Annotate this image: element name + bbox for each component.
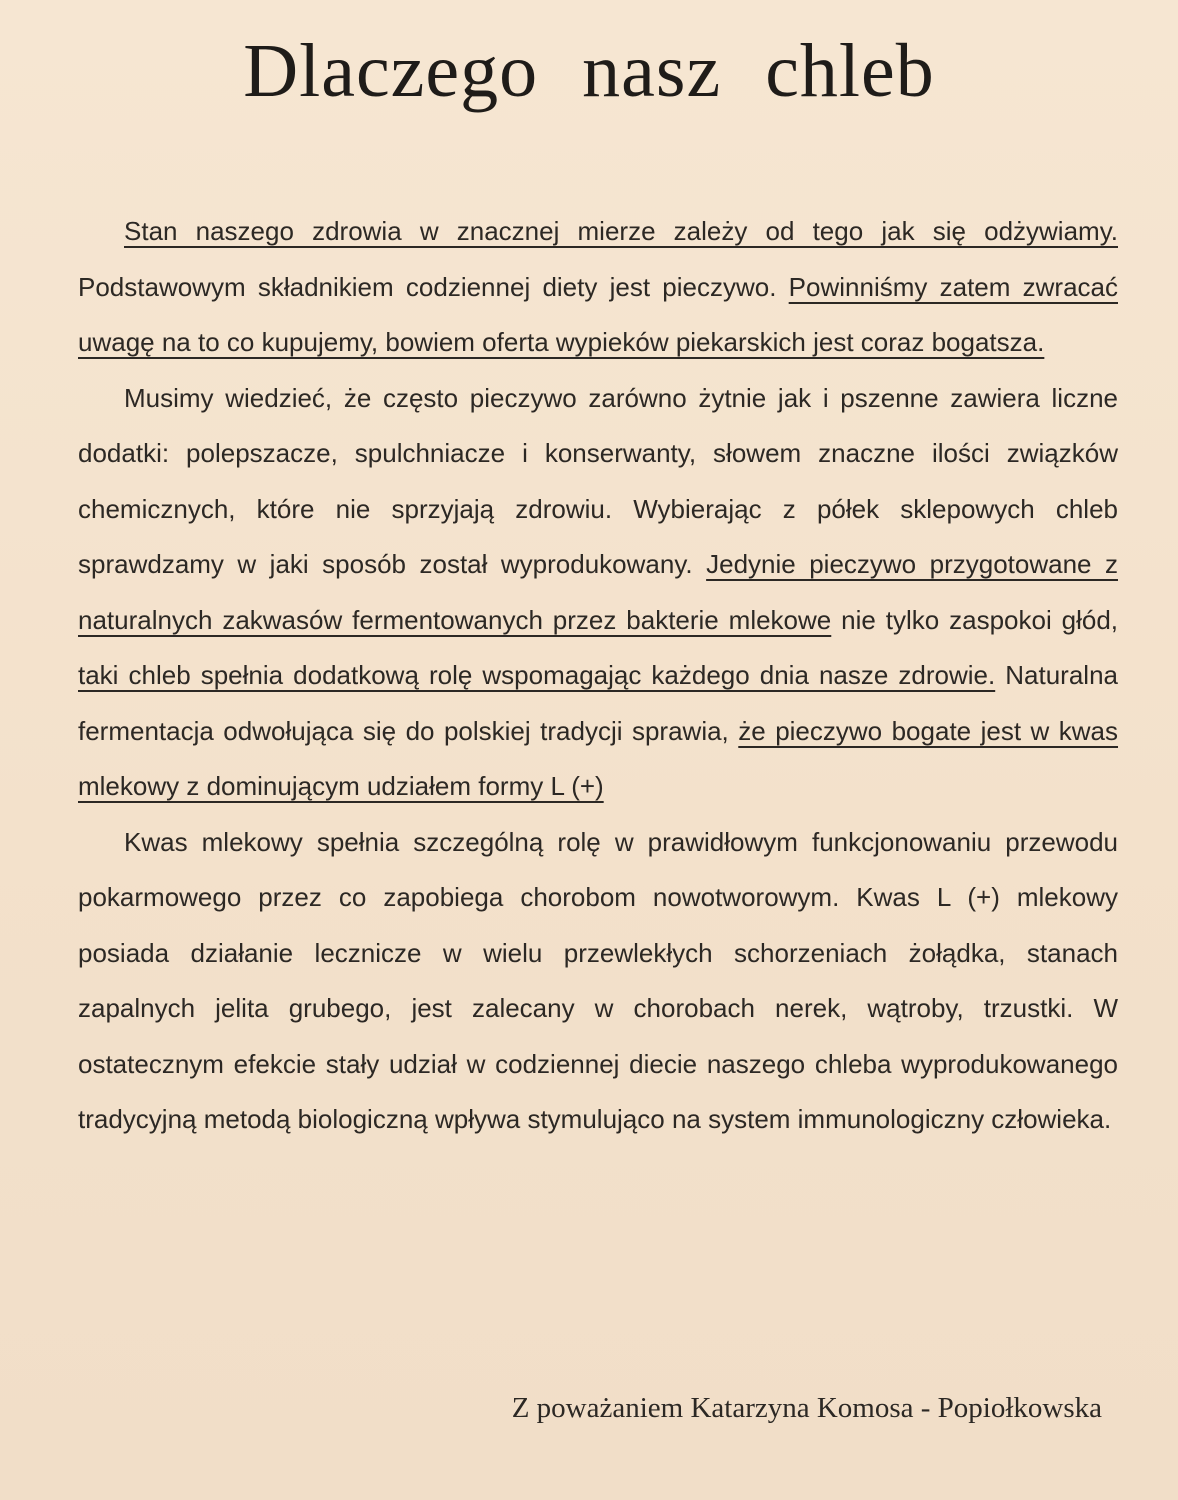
underlined-phrase: Jedynie pieczywo przygotowane z naturalnych zakwasów fermentowanych przez bakterie mlekowe [78,549,1118,635]
document-title: Dlaczego nasz chleb [243,29,935,113]
paragraph-1 [78,204,1118,371]
paragraph-3 [78,815,1118,1148]
underlined-phrase: że pieczywo bogate jest w kwas mlekowy z dominującym udziałem formy L (+) [78,715,1119,801]
underlined-phrase: taki chleb spełnia dodatkową rolę wspomagając każdego dnia nasze zdrowie. [78,660,996,690]
letter-body [78,204,1118,1148]
underlined-phrase: Stan naszego zdrowia w znacznej mierze zależy od tego jak się odżywiamy. [124,216,1118,246]
underlined-phrase: Powinniśmy zatem zwracać uwagę na to co kupujemy, bowiem oferta wypieków piekarskich jest coraz bogatsza. [78,271,1118,357]
plain-text: Podstawowym składnikiem codziennej diety jest pieczywo. [78,271,789,302]
plain-text: Naturalna fermentacja odwołująca się do polskiej tradycji sprawia, [78,660,1118,746]
paragraph-2 [78,371,1118,815]
plain-text: Musimy wiedzieć, że często pieczywo zarówno żytnie jak i pszenne zawiera liczne dodatki: polepszacze, spulchniacze i konserwanty, słowem znaczne ilości związków chemicznych, które nie sprzyjają zdrowiu. Wybierając z półek sklepowych chleb sprawdzamy w jaki sposób został wyprodukowany. [78,382,1118,579]
plain-text: nie tylko zaspokoi głód, [831,604,1118,635]
signature: Z poważaniem Katarzyna Komosa - Popiołkowska [511,1392,1102,1424]
plain-text: Kwas mlekowy spełnia szczególną rolę w prawidłowym funkcjonowaniu przewodu pokarmowego przez co zapobiega chorobom nowotworowym. Kwas L (+) mlekowy posiada działanie lecznicze w wielu przewlekłych schorzeniach żołądka, stanach zapalnych jelita grubego, jest zalecany w chorobach nerek, wątroby, trzustki. W ostatecznym efekcie stały udział w codziennej diecie naszego chleba wyprodukowanego tradycyjną metodą biologiczną wpływa stymulująco na system immunologiczny człowieka. [78,826,1118,1134]
